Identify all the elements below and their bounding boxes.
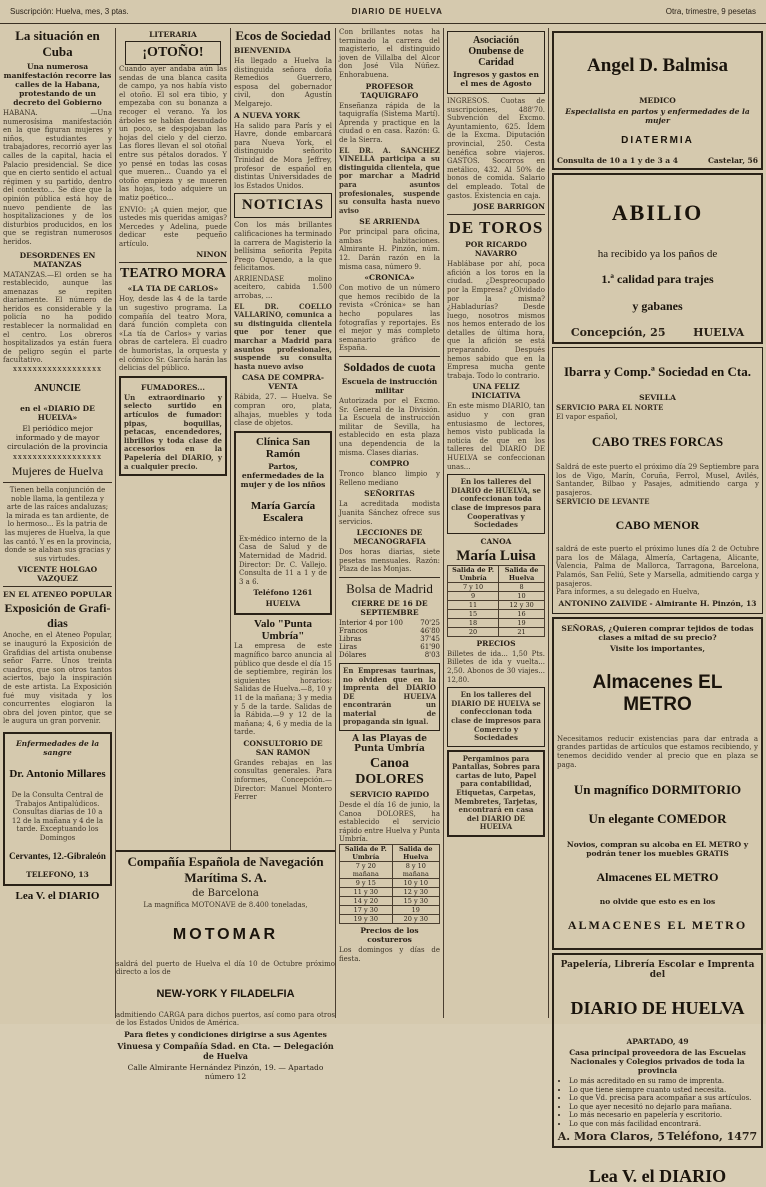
doctor-phone: TELEFONO, 13 bbox=[26, 870, 89, 880]
ny-text: Ha salido para París y el Havre, donde embarcará para Nueva York, el distinguido señorito Trinidad de Mora Jeffrey, profesor de español en distintas Universidades de los Estados Unidos. bbox=[234, 121, 332, 190]
senoritas-head: SEÑORITAS bbox=[364, 489, 415, 499]
sanchez-text: EL DR. A. SANCHEZ VINELLA participa a su distinguida clientela, que por marchar a Madrid para asuntos profesionales, suspende su consulta hasta nuevo aviso bbox=[339, 145, 440, 215]
timetable-row bbox=[448, 609, 545, 618]
vinuesa-address: Calle Almirante Hernández Pinzón, 19. — Apartado número 12 bbox=[127, 1062, 324, 1081]
consultorio-head: CONSULTORIO DE SAN RAMON bbox=[243, 738, 323, 757]
ateneo-head: EN EL ATENEO POPULAR bbox=[3, 590, 112, 600]
mujeres-signature: VICENTE HOLGAO VAZQUEZ bbox=[17, 565, 98, 584]
papeleria-list bbox=[557, 1077, 758, 1128]
matanzas-text: MATANZAS.—El orden se ha restablecido, aunque las amenazas se repiten diariamente. El número de heridos es considerable y la policía no ha podido restablecer la normalidad en el centro. Los obreros hospitalizados ya están fuera de peligro según el parte facultativo. bbox=[3, 270, 112, 365]
otono-text: Cuando ayer andaba aún las sendas de una blanca casita de campo, ya nos había visto el otoño. El sol era tibio, y empezaba con su bonanza a recoger el verano. Ya los árboles se habían desnudado un poco, se despojaban las hojas del cielo y del cierzo. Las flores llevan el sol otoñal entre sus pétalos dorados. Y yo pensé en todas las cosas que mueren... Cuando ya el otoño empieza y se mueren las hojas, todo adquiere un matiz poético... bbox=[119, 65, 227, 202]
maria-luisa-timetable bbox=[447, 565, 545, 637]
cuba-subhead: Una numerosa manifestación recorre las calles de la Habana, protestando de un decreto del Gobierno bbox=[3, 62, 112, 107]
timetable-row bbox=[448, 582, 545, 591]
timetable-cell: 7 y 10 bbox=[448, 582, 499, 591]
comedor-text: Un elegante COMEDOR bbox=[588, 811, 727, 827]
bolsa-headline: Bolsa de Madrid bbox=[346, 580, 433, 596]
abilio-text-3: y gabanes bbox=[632, 299, 683, 313]
talleres-text: En los talleres del DIARIO de HUELVA, se confeccionan toda clase de impresos para Cooperativas y Sociedades bbox=[451, 477, 541, 530]
timetable-cell: 11 y 30 bbox=[340, 888, 393, 897]
ibarra-info: Para informes, a su delegado en Huelva, bbox=[556, 588, 700, 597]
timetable-cell: 8 y 10 mañana bbox=[392, 862, 439, 879]
canoa-dolores-text: Desde el día 16 de junio, la Canoa DOLORES, ha establecido el servicio rápido entre Huelva y Punta Umbría. bbox=[339, 801, 440, 844]
expo-text: Anoche, en el Ateneo Popular, se inauguró la Exposición de Grafidias del artista onubense señor Farre. Unos treinta cuadros, que son otros tantos aciertos, bajo la inspiración de este artista. La Exposición fué muy visitada y los concurrentes elogiaron la obra del joven pintor, que se le augura un gran porvenir. bbox=[3, 631, 112, 726]
otono-title-box bbox=[125, 41, 221, 65]
talleres-ad bbox=[447, 474, 545, 534]
noticias-text: Con los más brillantes calificaciones ha terminado la carrera de Magisterio la bellísima señorita Pepita Prego Oquendo, a la que felicitamos. bbox=[234, 221, 332, 273]
playas-title: A las Playas de Punta Umbría bbox=[352, 734, 427, 755]
profesor-head: PROFESOR TAQUIGRAFO bbox=[360, 81, 419, 100]
doctor-name: Dr. Antonio Millares bbox=[9, 767, 106, 780]
timetable-cell: 8 bbox=[499, 582, 545, 591]
timetable-cell: 17 y 30 bbox=[340, 906, 393, 915]
precios-head: Precios de los costureros bbox=[360, 926, 419, 945]
canoa-label: CANOA bbox=[480, 536, 512, 546]
list-item: • Lo que ayer necesitó no dejarlo para mañana. bbox=[569, 1103, 758, 1112]
bolsa-key: Francos bbox=[339, 626, 368, 635]
col4-intro: Con brillantes notas ha terminado la carrera del magisterio, el distinguido joven de Villalba del Alcor don José Vila Núñez. Enhorabuena. bbox=[339, 28, 440, 79]
list-item: • Lo más necesario en papelería y escritorio. bbox=[569, 1111, 758, 1120]
timetable-cell: 15 y 30 bbox=[392, 897, 439, 906]
clinica-title: Clínica San Ramón bbox=[255, 435, 311, 460]
anuncie-text: El periódico mejor informado y de mayor circulación de la provincia bbox=[7, 424, 108, 452]
canoa-dolores-sub: SERVICIO RAPIDO bbox=[349, 790, 430, 800]
otono-headline: ¡OTOÑO! bbox=[142, 45, 204, 60]
doctor-address: Cervantes, 12.-Gibraleón bbox=[9, 851, 106, 862]
timetable-row bbox=[340, 915, 440, 924]
consultorio-text: Grandes rebajas en las consultas generales. Para informes, Concepción.—Director: Manuel Montero Ferrer bbox=[234, 758, 332, 802]
asociacion-box bbox=[447, 31, 545, 94]
papeleria-footer bbox=[557, 1130, 758, 1143]
masthead-strip bbox=[0, 0, 766, 24]
metro-foot: no olvide que esto es en los bbox=[599, 897, 716, 907]
fumadores-title: FUMADORES... bbox=[141, 382, 205, 392]
servicio-norte: SERVICIO PARA EL NORTE bbox=[556, 403, 664, 412]
doctor-ad bbox=[3, 732, 112, 887]
balmisa-hours: Consulta de 10 a 1 y de 3 a 4 bbox=[557, 156, 678, 165]
arrienda-text: ARRIENDASE molino aceitero, cabida 1.500 arrobas, ... bbox=[234, 274, 332, 301]
rule bbox=[3, 586, 112, 587]
timetable-cell: 12 y 30 bbox=[392, 888, 439, 897]
bolsa-date: CIERRE DE 16 DE SEPTIEMBRE bbox=[351, 598, 428, 617]
abilio-address: Concepción, 25 bbox=[570, 326, 666, 339]
timetable-row bbox=[340, 879, 440, 888]
bolsa-key: Interior 4 por 100 bbox=[339, 618, 403, 627]
bolsa-value: 37'45 bbox=[420, 634, 440, 643]
abilio-text-1: ha recibido ya los paños de bbox=[597, 248, 718, 260]
timetable-cell: 7 y 20 mañana bbox=[340, 862, 393, 879]
balmisa-spec: Especialista en partos y enfermedades de la mujer bbox=[565, 107, 750, 125]
column-3 bbox=[231, 28, 335, 848]
timetable-row bbox=[448, 627, 545, 636]
timetable-cell: 15 bbox=[448, 609, 499, 618]
soldados-headline: Soldados de cuota bbox=[343, 360, 436, 374]
masthead-right: Otra, trimestre, 9 pesetas bbox=[665, 7, 756, 16]
rule bbox=[3, 482, 112, 483]
x-separator: xxxxxxxxxxxxxxxxxx bbox=[12, 453, 103, 462]
metro-end: Almacenes EL METRO bbox=[596, 870, 719, 885]
clinica-text: Ex-médico interno de la Casa de Salud y de Maternidad de Madrid. Director: Dr. C. Vallejo. Consulta de 11 a 1 y de 3 a 6. bbox=[239, 534, 327, 586]
timetable-row bbox=[340, 862, 440, 879]
nyf-title: NEW-YORK Y FILADELFIA bbox=[156, 987, 295, 1000]
ml-precios-head: PRECIOS bbox=[476, 638, 516, 648]
clinica-phone: Teléfono 1261 bbox=[253, 588, 313, 598]
cronica-text: Con motivo de un número que hemos recibido de la revista «Crónica» se han hecho populares las fotografías y reportajes. Es el mejor y más completo semanario gráfico de España. bbox=[339, 284, 440, 353]
bolsa-row bbox=[339, 619, 440, 627]
column-4 bbox=[336, 28, 443, 1024]
ibarra-agent: ANTONINO ZALVIDE - Almirante H. Pinzón, 13 bbox=[558, 598, 757, 608]
balmisa-title: MEDICO bbox=[639, 96, 676, 105]
asociacion-signature: JOSE BARRIGON bbox=[473, 202, 545, 212]
motomar-title: MOTOMAR bbox=[172, 925, 279, 943]
abilio-text-2: 1.ª calidad para trajes bbox=[601, 272, 714, 286]
timetable-row bbox=[448, 591, 545, 600]
column-5 bbox=[444, 28, 548, 1024]
column-1 bbox=[0, 28, 115, 1024]
clinica-doctor: María García Escalera bbox=[250, 499, 316, 524]
bolsa-row bbox=[339, 651, 440, 659]
imprenta-text: En Empresas taurinas, no olviden que en la imprenta del DIARIO DE HUELVA encontrarán un material de propaganda sin igual. bbox=[343, 665, 436, 727]
timetable-cell: 18 bbox=[448, 618, 499, 627]
pergaminos-ad bbox=[447, 750, 545, 837]
papeleria-ad bbox=[552, 953, 763, 1148]
bolsa-row bbox=[339, 635, 440, 643]
nyf-text: admitiendo CARGA para dichos puertos, así como para otros de los Estados Unidos de América. bbox=[116, 1010, 335, 1028]
timetable-head-cell: Salida de Huelva bbox=[499, 565, 545, 582]
dolores-timetable bbox=[339, 844, 440, 924]
timetable-head-cell: Salida de P. Umbría bbox=[340, 845, 393, 862]
anuncie-sub: en el «DIARIO DE HUELVA» bbox=[20, 404, 95, 423]
column-6 bbox=[549, 28, 766, 1187]
bolsa-key: Dólares bbox=[339, 650, 367, 659]
abilio-footer bbox=[557, 326, 758, 339]
compania-ad bbox=[116, 850, 335, 1081]
profesor-text: Enseñanza rápida de la taquigrafía (Sistema Martí). Aprenda y practique en la ciudad o en casa. Razón: G. de la Sierra. bbox=[339, 101, 440, 144]
feliz-head: UNA FELIZ INICIATIVA bbox=[471, 382, 521, 401]
ecos-text: Ha llegado a Huelva la distinguida señora doña Remedios Guerrero, esposa del gobernador civil, don Agustín Melgarejo. bbox=[234, 57, 332, 108]
soldados-text: Autorizada por el Excmo. Sr. General de la División. La Escuela de instrucción militar de Sevilla, ha establecido en esta plaza una dependencia de la misma. Clases diarias. bbox=[339, 397, 440, 457]
timetable-header bbox=[448, 565, 545, 582]
ml-precios-text: Billetes de ida... 1,50 Pts. Billetes de ida y vuelta... 2,50. Abonos de 30 viajes... 12,80. bbox=[447, 649, 545, 684]
metro-ad bbox=[552, 617, 763, 950]
doctor-box-title: Enfermedades de la sangre bbox=[15, 738, 100, 757]
cuba-text: HABANA. —Una numerosísima manifestación en la que figuran mujeres y niños, estudiantes y trabajadores, recorrió ayer las calles de la capital, hacia el Palacio presidencial. Se dice que en cierto sentido el actual régimen y su partido, dentro del contexto... Se dice que la opinión pública está hoy de nuevo pendiente de las hospitalizaciones y de los disturbios producidos, en los que se registran numerosos heridos. bbox=[3, 109, 112, 246]
column-2 bbox=[116, 28, 230, 848]
apartado-text: APARTADO, 49 bbox=[626, 1037, 689, 1047]
arrienda2-head: SE ARRIENDA bbox=[359, 217, 420, 227]
bolsa-key: Libras bbox=[339, 634, 362, 643]
ibarra-ad bbox=[552, 347, 763, 614]
lea-diario: Lea V. el DIARIO bbox=[15, 890, 100, 903]
timetable-cell: 16 bbox=[499, 609, 545, 618]
pergaminos-text: Pergaminos para Pantallas, Sobres para cartas de luto, Papel para contabilidad, Etiquetas, Carpetas, Membretes, Tarjetas, encontrará en casa del DIARIO DE HUELVA bbox=[452, 753, 540, 832]
otono-signature: NINON bbox=[196, 250, 227, 260]
timetable-cell: 9 y 15 bbox=[340, 879, 393, 888]
timetable-cell: 12 y 30 bbox=[499, 600, 545, 609]
novios-text: Novios, compran su alcoba en EL METRO y podrán tener los muebles GRATIS bbox=[566, 840, 749, 859]
cronica-head: «CRONICA» bbox=[364, 273, 415, 283]
teatro-sub: «LA TIA DE CARLOS» bbox=[127, 284, 219, 294]
list-item: • Lo que con más facilidad encontrará. bbox=[569, 1120, 758, 1129]
timetable-cell: 19 bbox=[499, 618, 545, 627]
fumadores-text: Un extraordinario y selecto surtido en artículos de fumador: pipas, boquillas, petacas, encendedores, librillos y toda clase de accesorios en la Papelería del DIARIO, y a cualquier precio. bbox=[124, 392, 222, 471]
dormitorio-text: Un magnífico DORMITORIO bbox=[573, 782, 742, 798]
abilio-city: HUELVA bbox=[693, 326, 745, 339]
talleres2-ad bbox=[447, 687, 545, 747]
asociacion-text: INGRESOS. Cuotas de suscripciones, 488'70. Subvención del Excmo. Ayuntamiento, 625. Ídem de la Excma. Diputación provincial, 250. Cesta benéfica sobre viajeros. GASTOS. Socorros en metálico, 432. Al 50% de bonos de comida. Salario del empleado. Total de gastos. Existencia en caja. bbox=[447, 97, 545, 200]
list-item: • Lo que Vd. precisa para acompañar a sus artículos. bbox=[569, 1094, 758, 1103]
metro-foot-2: ALMACENES EL METRO bbox=[567, 918, 748, 933]
vallarino-text: EL DR. COELLO VALLARINO, comunica a su distinguida clientela que por tener que marchar a Madrid para asuntos profesionales, suspende su consulta hasta nuevo aviso bbox=[234, 301, 332, 371]
timetable-cell: 21 bbox=[499, 627, 545, 636]
visite-text: Visite los importantes, bbox=[610, 643, 705, 653]
canoa-dolores-title: Canoa DOLORES bbox=[355, 756, 424, 788]
bolsa-key: Liras bbox=[339, 642, 357, 651]
cabo-menor-text: saldrá de este puerto el próximo lunes día 2 de Octubre para los de Málaga, Almería, Cartagena, Alicante, Valencia, Palma de Mallorca, Tarragona, Barcelona, Palamós, San Feliú, Sete y Marsella, admitiendo carga y pasajeros. bbox=[556, 545, 759, 588]
rule bbox=[339, 356, 440, 357]
balmisa-name: Angel D. Balmisa bbox=[587, 55, 728, 76]
timetable-row bbox=[448, 600, 545, 609]
maria-luisa-title: María Luisa bbox=[456, 547, 536, 564]
list-item: • Lo que tiene siempre cuanto usted necesita. bbox=[569, 1086, 758, 1095]
almacenes-text: Necesitamos reducir existencias para dar entrada a grandes partidas de artículos que estamos recibiendo, y tenemos decidido vender al precio que en plaza se paga. bbox=[557, 734, 758, 769]
toros-text: Hablábase por ahí, poca afición a los toros en la ciudad. ¿Despreocupado por la Empresa? ¿Olvidado por la misma? ¿Habladurías? Desde luego, nosotros mismos nos hemos enterado de los detalles de última hora, que la afición se está preparando. Después hemos sabido que en la Empresa mucha gente trabaja. Todo lo contrario. bbox=[447, 260, 545, 380]
diatermia-label: DIATERMIA bbox=[621, 135, 694, 146]
bolsa-value: 46'80 bbox=[420, 626, 440, 635]
rule bbox=[447, 214, 545, 215]
vapor-label: El vapor español, bbox=[556, 412, 618, 421]
senoras-text: SEÑORAS, ¿Quieren comprar tejidos de todas clases a mitad de su precio? bbox=[561, 623, 754, 642]
papeleria-phone: Teléfono, 1477 bbox=[666, 1130, 758, 1144]
timetable-head-cell: Salida de P. Umbría bbox=[448, 565, 499, 582]
valo-text: La empresa de este magnífico barco anuncia al público que desde el día 15 de septiembre, regirán los siguientes horarios: Salidas de Huelva.—8, 10 y 11 de la mañana; 3 y media y 5 de la tarde. Salidas de la Rábida.—9 y 12 de la mañana; 4, 6 y media de la tarde. bbox=[234, 642, 332, 737]
compania-city: de Barcelona bbox=[192, 888, 259, 899]
lecciones-text: Dos horas diarias, siete pesetas mensuales. Razón: Plaza de las Monjas. bbox=[339, 548, 440, 574]
papeleria-address: A. Mora Claros, 5 bbox=[557, 1130, 665, 1144]
tres-forcas-text: Saldrá de este puerto el próximo día 29 Septiembre para los de Vigo, Marín, Coruña, Ferrol, Musel, Avilés, Santander, Bilbao y Pasajes, admitiendo carga y pasajeros. bbox=[556, 463, 759, 497]
bolsa-value: 8'03 bbox=[424, 650, 440, 659]
timetable-cell: 14 y 20 bbox=[340, 897, 393, 906]
rule bbox=[119, 262, 227, 263]
matanzas-head: DESORDENES EN MATANZAS bbox=[19, 250, 96, 269]
otono-envio: ENVIO: ¡A quien mejor, que ustedes mis queridas amigas? Mercedes y Adelina, puede dedicar este pequeño artículo. bbox=[119, 205, 227, 248]
compro-text: Tronco blanco limpio y Relleno mediano bbox=[339, 470, 440, 487]
senoritas-text: La acreditada modista Juanita Sánchez ofrece sus servicios. bbox=[339, 500, 440, 526]
cabo-menor-title: CABO MENOR bbox=[615, 518, 700, 533]
timetable-cell: 11 bbox=[448, 600, 499, 609]
casa-compra-head: CASA DE COMPRA-VENTA bbox=[241, 373, 325, 392]
balmisa-footer bbox=[557, 156, 758, 165]
vinuesa-text: Vinuesa y Compañía Sdad. en Cta. — Delegación de Huelva bbox=[117, 1040, 334, 1061]
noticias-headline: NOTICIAS bbox=[241, 197, 325, 214]
fumadores-ad bbox=[119, 376, 227, 476]
tres-forcas-title: CABO TRES FORCAS bbox=[591, 434, 724, 450]
timetable-cell: 9 bbox=[448, 591, 499, 600]
anuncie-title: ANUNCIE bbox=[34, 383, 81, 395]
timetable-row bbox=[340, 888, 440, 897]
timetable-header bbox=[340, 845, 440, 862]
mujeres-headline: Mujeres de Huelva bbox=[11, 464, 104, 479]
teatro-text: Hoy, desde las 4 de la tarde un sugestivo programa. La compañía del teatro Mora, dará función completa con «La tía de Carlos» y varias obras de cartelera. El cuadro de humoristas, la orquesta y el cómico Sr. García harán las delicias del público. bbox=[119, 295, 227, 373]
abilio-ad bbox=[552, 173, 763, 344]
ecos-headline: Ecos de Sociedad bbox=[235, 28, 331, 43]
timetable-cell: 19 y 30 bbox=[340, 915, 393, 924]
asociacion-title: Asociación Onubense de Caridad bbox=[468, 35, 524, 68]
bolsa-row bbox=[339, 627, 440, 635]
teatro-headline: TEATRO MORA bbox=[120, 266, 226, 282]
lea-diario-2: Lea V. el DIARIO bbox=[588, 1166, 727, 1187]
toros-byline: POR RICARDO NAVARRO bbox=[465, 240, 527, 259]
ibarra-city: SEVILLA bbox=[639, 393, 676, 402]
doctor-text: De la Consulta Central de Trabajos Antipalúdicos. Consultas diarias de 10 a 12 de la mañana y 4 de la tarde. Exceptuando los Domingos bbox=[11, 790, 104, 842]
soldados-sub: Escuela de instrucción militar bbox=[341, 377, 438, 395]
timetable-cell: 20 bbox=[448, 627, 499, 636]
compania-title: Compañía Española de Navegación Marítima S. A. bbox=[127, 854, 324, 885]
motomar-text: saldrá del puerto de Huelva el día 10 de Octubre próximo directo a los de bbox=[116, 959, 335, 977]
bolsa-value: 70'25 bbox=[420, 618, 440, 627]
ibarra-title: Ibarra y Comp.ª Sociedad en Cta. bbox=[564, 364, 751, 379]
compro-head: COMPRO bbox=[369, 459, 410, 469]
balmisa-ad bbox=[552, 31, 763, 170]
noticias-title-box bbox=[234, 193, 332, 218]
clinica-city: HUELVA bbox=[265, 599, 301, 609]
cuba-headline: La situación en Cuba bbox=[15, 28, 100, 59]
arrienda2-text: Por principal para oficina, ambas habitaciones. Almirante H. Pinzón, núm. 12. Darán razón en la misma casa, número 9. bbox=[339, 228, 440, 271]
balmisa-address: Castelar, 56 bbox=[707, 156, 758, 165]
precios-text: Los domingos y días de fiesta. bbox=[339, 946, 440, 963]
timetable-cell: 10 y 10 bbox=[392, 879, 439, 888]
casa-principal: Casa principal proveedora de las Escuelas Nacionales y Colegios privados de toda la provincia bbox=[569, 1048, 746, 1076]
x-separator: xxxxxxxxxxxxxxxxxx bbox=[12, 365, 103, 374]
masthead-center: DIARIO DE HUELVA bbox=[351, 7, 443, 16]
timetable-row bbox=[340, 897, 440, 906]
rule bbox=[339, 577, 440, 578]
timetable-cell: 10 bbox=[499, 591, 545, 600]
valo-title: Valo "Punta Umbría" bbox=[254, 618, 312, 643]
timetable-row bbox=[448, 618, 545, 627]
servicio-levante: SERVICIO DE LEVANTE bbox=[556, 496, 650, 506]
casa-compra-text: Rábida, 27. — Huelva. Se compran oro, plata, alhajas, muebles y toda clase de objetos. bbox=[234, 393, 332, 428]
timetable-cell: 20 y 30 bbox=[392, 915, 439, 924]
literaria-label: LITERARIA bbox=[149, 30, 197, 39]
timetable-cell: 19 bbox=[392, 906, 439, 915]
almacenes-title: Almacenes EL METRO bbox=[592, 671, 723, 715]
expo-headline: Exposición de Grafi-dias bbox=[4, 601, 111, 631]
talleres2-text: En los talleres del DIARIO DE HUELVA se confeccionan toda clase de impresos para Comercio y Sociedades bbox=[451, 690, 541, 743]
list-item: • Lo más acreditado en su ramo de imprenta. bbox=[569, 1077, 758, 1086]
imprenta-ad bbox=[339, 663, 440, 731]
bolsa-table bbox=[339, 619, 440, 659]
ny-head: A NUEVA YORK bbox=[234, 110, 300, 120]
timetable-row bbox=[340, 906, 440, 915]
papeleria-title: Papelería, Librería Escolar e Imprenta del bbox=[560, 960, 755, 981]
toros-headline: DE TOROS bbox=[448, 218, 544, 238]
bolsa-value: 61'90 bbox=[420, 642, 440, 651]
papeleria-name: DIARIO DE HUELVA bbox=[570, 998, 745, 1019]
timetable-head-cell: Salida de Huelva bbox=[392, 845, 439, 862]
informes-text: Para fletes y condiciones dirigirse a sus Agentes bbox=[124, 1029, 327, 1039]
abilio-title: ABILIO bbox=[611, 200, 704, 225]
lecciones-head: LECCIONES DE MECANOGRAFIA bbox=[353, 528, 426, 547]
masthead-left: Suscripción: Huelva, mes, 3 ptas. bbox=[10, 7, 129, 16]
feliz-text: En este mismo DIARIO, tan asiduo y con gran entusiasmo de lectores, hemos visto publicada la noticia de que en los talleres del DIARIO DE HUELVA se confeccionan unas... bbox=[447, 402, 545, 471]
mujeres-poem: Tienen bella conjunción de noble llama, la gentileza y arte de las raíces andaluzas; la mirada es tan ardiente, de lo hermoso... Es la patria de las mujeres de Huelva, la que las cantó. Y es en la provincia, donde se alaban sus gracias y sus virtudes. bbox=[3, 486, 112, 563]
bolsa-row bbox=[339, 643, 440, 651]
clinica-ad bbox=[234, 431, 332, 616]
bienvenida-head: BIENVENIDA bbox=[234, 46, 291, 55]
asociacion-sub: Ingresos y gastos en el mes de Agosto bbox=[453, 70, 539, 88]
motonave-text: La magnífica MOTONAVE de 8.400 toneladas, bbox=[143, 901, 308, 909]
clinica-sub: Partos, enfermedades de la mujer y de los niños bbox=[240, 461, 326, 489]
